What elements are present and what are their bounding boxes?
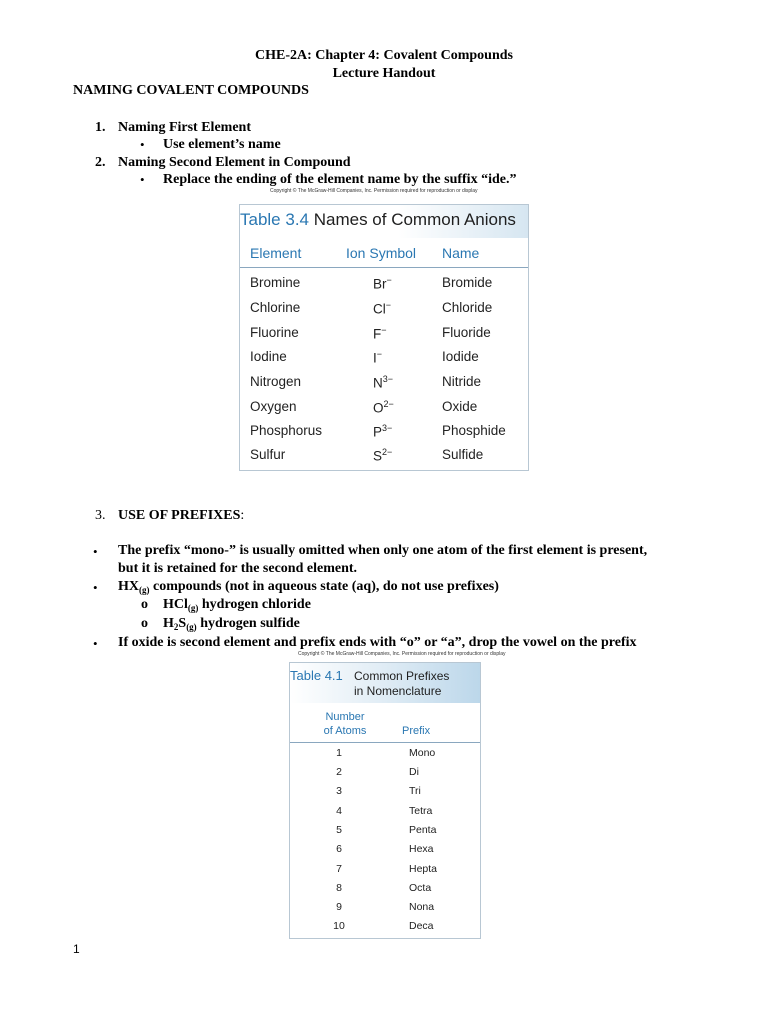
table-row-prefix: Di xyxy=(409,766,419,778)
prefix-rule-3: If oxide is second element and prefix ends with “o” or “a”, drop the vowel on the prefix xyxy=(118,635,637,650)
table-row-element: Chlorine xyxy=(250,300,301,315)
bullet-icon: • xyxy=(140,137,145,152)
table-row-ion: $O^{2-}$ xyxy=(373,399,394,416)
column-header-number-of-atoms: Number of Atoms xyxy=(323,711,367,737)
table-row-element: Sulfur xyxy=(250,447,286,462)
step-1-bullet: Use element’s name xyxy=(163,137,281,152)
document-subtitle: Lecture Handout xyxy=(332,66,436,81)
prefix-rule-1-line1: The prefix “mono-” is usually omitted when only one atom of the first element is present, xyxy=(118,543,648,558)
column-header-ion-symbol: Ion Symbol xyxy=(346,245,417,261)
bullet-icon: • xyxy=(140,172,145,187)
example-hcl: HCl$_{(g)}$ hydrogen chloride xyxy=(163,597,311,613)
step-1-number: 1. xyxy=(95,120,106,135)
bullet-icon: • xyxy=(93,544,98,559)
table-row-name: Bromide xyxy=(442,275,493,290)
table-row-number: 7 xyxy=(336,863,342,875)
table-row-number: 2 xyxy=(336,766,342,778)
table-row-prefix: Mono xyxy=(409,747,436,759)
section-heading: NAMING COVALENT COMPOUNDS xyxy=(73,83,309,98)
table-row-number: 6 xyxy=(336,843,342,855)
table-row-name: Phosphide xyxy=(442,423,506,438)
table-row-prefix: Nona xyxy=(409,901,435,913)
table-row-number: 1 xyxy=(336,747,342,759)
column-header-name: Name xyxy=(442,245,480,261)
table-row-name: Sulfide xyxy=(442,447,484,462)
copyright-notice: Copyright © The McGraw-Hill Companies, Inc. Permission required for reproduction or display xyxy=(298,651,506,657)
table-row-name: Chloride xyxy=(442,300,493,315)
anions-table xyxy=(239,204,529,471)
example-h2s: $H_2S_{(g)}$ hydrogen sulfide xyxy=(163,616,300,632)
table-row-name: Fluoride xyxy=(442,325,491,340)
table-row-number: 9 xyxy=(336,901,342,913)
table-row-element: Bromine xyxy=(250,275,301,290)
copyright-notice: Copyright © The McGraw-Hill Companies, Inc. Permission required for reproduction or display xyxy=(270,188,478,194)
table-row-number: 3 xyxy=(336,785,342,797)
table-row-number: 5 xyxy=(336,824,342,836)
step-1-title: Naming First Element xyxy=(118,120,251,135)
bullet-icon: • xyxy=(93,636,98,651)
table-row-name: Iodide xyxy=(442,349,479,364)
table-row-ion: F− xyxy=(373,325,387,342)
prefixes-table xyxy=(289,662,481,939)
table-row-ion: $N^{3-}$ xyxy=(373,374,394,391)
step-2-number: 2. xyxy=(95,155,106,170)
column-header-element: Element xyxy=(250,245,302,261)
table-row-prefix: Hexa xyxy=(409,843,434,855)
step-2-bullet: Replace the ending of the element name by the suffix “ide.” xyxy=(163,172,517,187)
step-2-title: Naming Second Element in Compound xyxy=(118,155,351,170)
table-row-element: Iodine xyxy=(250,349,287,364)
table-row-element: Oxygen xyxy=(250,399,297,414)
table-row-element: Phosphorus xyxy=(250,423,323,438)
table-row-prefix: Tetra xyxy=(409,805,433,817)
column-header-prefix: Prefix xyxy=(402,725,431,737)
table-row-element: Nitrogen xyxy=(250,374,302,389)
table-row-element: Fluorine xyxy=(250,325,299,340)
prefix-rule-2: $HX_{(g)}$ compounds (not in aqueous state (aq), do not use prefixes) xyxy=(118,579,499,595)
table-row-number: 8 xyxy=(336,882,342,894)
table-divider xyxy=(240,267,528,268)
sub-bullet-icon: o xyxy=(141,616,148,631)
step-3-title: USE OF PREFIXES: xyxy=(118,508,245,523)
table-row-number: 4 xyxy=(336,805,342,817)
table-row-ion: $S^{2-}$ xyxy=(373,447,393,464)
table-row-prefix: Deca xyxy=(409,920,434,932)
page-number: 1 xyxy=(73,942,80,956)
table-row-prefix: Hepta xyxy=(409,863,438,875)
table-row-name: Nitride xyxy=(442,374,482,389)
prefix-rule-1-line2: but it is retained for the second element. xyxy=(118,561,358,576)
sub-bullet-icon: o xyxy=(141,597,148,612)
table-row-prefix: Tri xyxy=(409,785,421,797)
bullet-icon: • xyxy=(93,580,98,595)
table-number: Table 4.1 xyxy=(290,668,343,683)
table-row-prefix: Octa xyxy=(409,882,432,894)
table-row-ion: I− xyxy=(373,349,383,366)
table-row-prefix: Penta xyxy=(409,824,437,836)
table-row-ion: Br− xyxy=(373,275,392,292)
table-title: Common Prefixes in Nomenclature xyxy=(354,669,450,698)
table-divider xyxy=(290,742,480,743)
table-row-ion: $P^{3-}$ xyxy=(373,423,393,440)
step-3-number: 3. xyxy=(95,508,106,523)
table-row-ion: Cl− xyxy=(373,300,392,317)
document-title: CHE-2A: Chapter 4: Covalent Compounds xyxy=(255,48,513,63)
table-title: Table 3.4 Names of Common Anions xyxy=(240,210,516,229)
table-row-name: Oxide xyxy=(442,399,478,414)
table-row-number: 10 xyxy=(333,920,345,932)
